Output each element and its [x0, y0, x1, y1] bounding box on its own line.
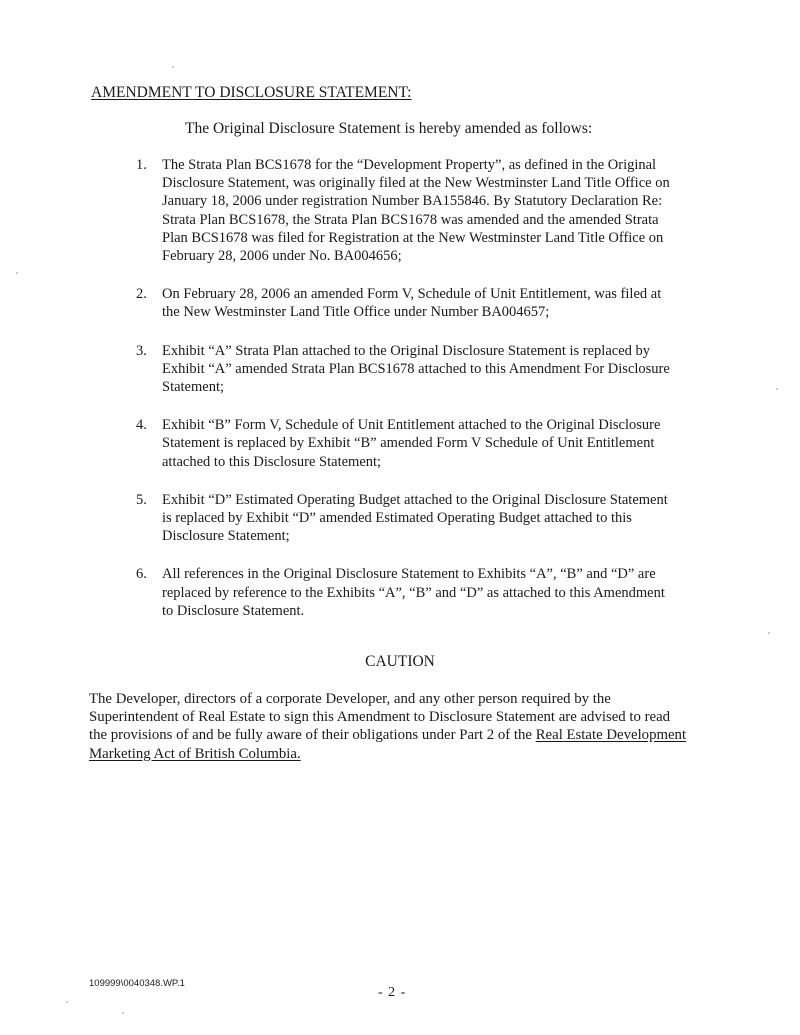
list-item-number: 2.	[136, 286, 147, 303]
list-item	[136, 342, 676, 397]
caution-paragraph	[89, 690, 687, 763]
list-item-text: Exhibit “D” Estimated Operating Budget attached to the Original Disclosure Statement is replaced by Exhibit “D” amended Estimated Operating Budget attached to this Disclosure Statement;	[162, 491, 668, 545]
scan-speck	[16, 272, 18, 274]
caution-body: The Developer, directors of a corporate Developer, and any other person required by the Superintendent of Real Estate to sign this Amendment to Disclosure Statement are advised to read the provisions of and be fully aware of their obligations under Part 2 of the	[89, 691, 671, 744]
list-item-number: 4.	[136, 417, 147, 434]
scan-speck	[122, 1012, 124, 1014]
list-item-number: 5.	[136, 491, 147, 508]
document-reference: 109999\0040348.WP.1	[89, 978, 185, 989]
list-item-text: Exhibit “B” Form V, Schedule of Unit Entitlement attached to the Original Disclosure Statement is replaced by Exhibit “B” amended Form V Schedule of Unit Entitlement attached to this Disclosure Statement;	[162, 417, 661, 470]
amendment-list	[136, 156, 676, 620]
scan-speck	[768, 632, 770, 634]
list-item-number: 3.	[136, 342, 147, 359]
list-item	[136, 565, 676, 620]
caution-title: CAUTION	[365, 653, 435, 670]
scan-speck	[776, 388, 778, 390]
list-item-text: All references in the Original Disclosure Statement to Exhibits “A”, “B” and “D” are replaced by reference to the Exhibits “A”, “B” and “D” as attached to this Amendment to Disclosure Statement.	[162, 566, 665, 619]
act-name: Real Estate Development Marketing Act of British Columbia.	[89, 727, 687, 762]
list-item-number: 1.	[136, 157, 147, 173]
caution-heading	[0, 652, 800, 671]
list-item-text: Exhibit “A” Strata Plan attached to the Original Disclosure Statement is replaced by Exhibit “A” amended Strata Plan BCS1678 attached to this Amendment For Disclosure Statement;	[162, 342, 670, 396]
list-item-text: The Strata Plan BCS1678 for the “Development Property”, as defined in the Original Disclosure Statement, was originally filed at the New Westminster Land Title Office on January 18, 2006 under registration Number BA155846. By Statutory Declaration Re: Strata Plan BCS1678, the Strata Plan BCS1678 was amended and the amended Strata Plan BCS1678 was filed for Registration at the New Westminster Land Title Office on February 28, 2006 under No. BA004656;	[162, 157, 670, 265]
list-item	[136, 156, 676, 265]
scan-speck	[172, 66, 174, 68]
list-item-text: On February 28, 2006 an amended Form V, Schedule of Unit Entitlement, was filed at the New Westminster Land Title Office under Number BA004657;	[162, 286, 662, 321]
list-item	[136, 416, 676, 471]
intro-sentence: The Original Disclosure Statement is hereby amended as follows:	[185, 120, 593, 137]
list-item	[136, 285, 676, 321]
amendment-heading: AMENDMENT TO DISCLOSURE STATEMENT:	[91, 84, 412, 101]
list-item	[136, 491, 676, 546]
scan-speck	[66, 1001, 68, 1003]
page-number: - 2 -	[378, 985, 407, 1000]
list-item-number: 6.	[136, 566, 147, 583]
